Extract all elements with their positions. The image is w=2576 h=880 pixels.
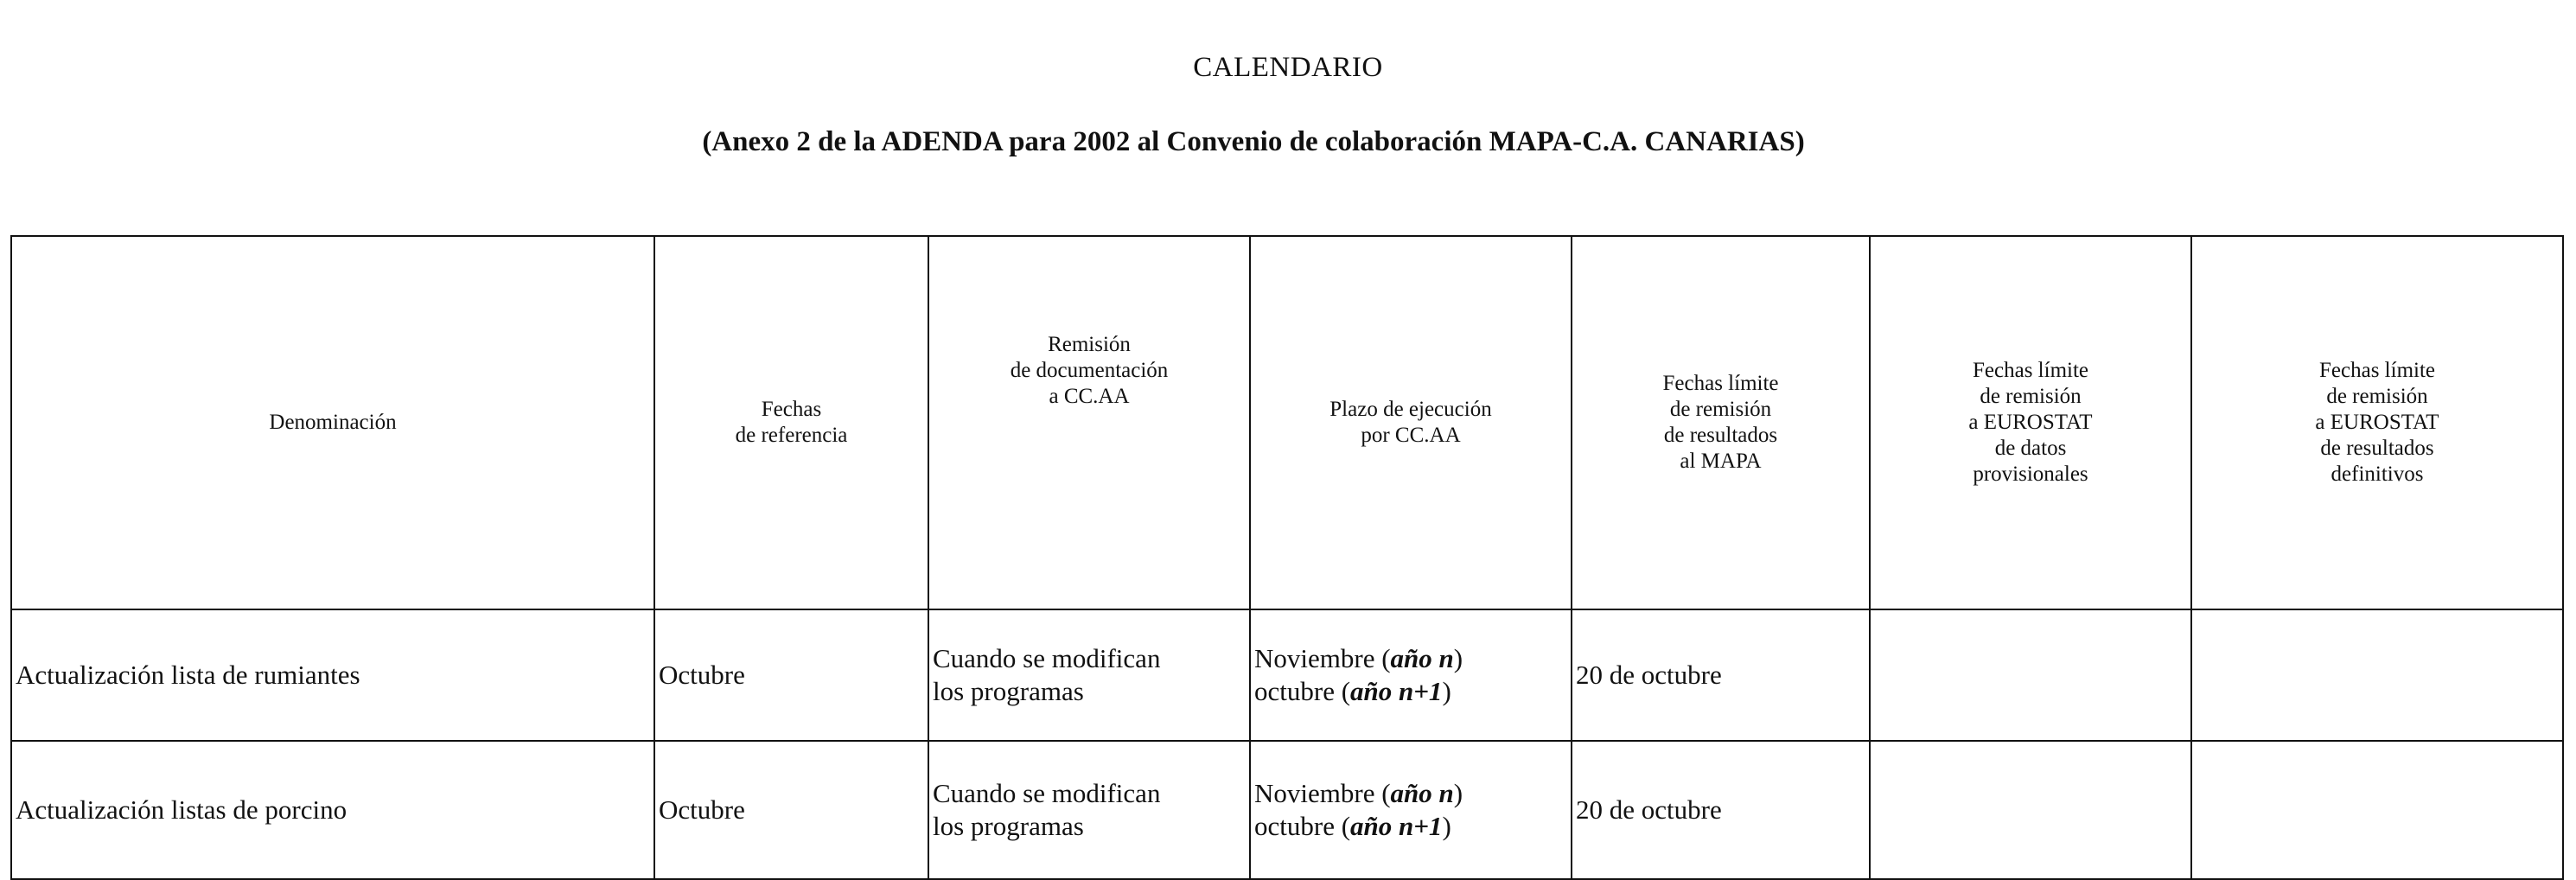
header-line: de remisión — [1980, 385, 2082, 408]
table-row — [11, 741, 2563, 879]
header-line: Plazo de ejecución — [1329, 398, 1492, 421]
document-title: CALENDARIO — [1193, 52, 1383, 83]
header-line: provisionales — [1973, 462, 2088, 486]
header-line: de datos — [1994, 437, 2067, 460]
header-plazo-ejecucion — [1250, 236, 1572, 609]
plazo-year: año n — [1390, 778, 1454, 808]
header-eurostat-provisionales — [1870, 236, 2191, 609]
cell-line: los programas — [933, 676, 1084, 706]
cell-fecha-referencia: Octubre — [654, 609, 928, 741]
header-remision-documentacion — [928, 236, 1250, 609]
cell-plazo — [1250, 741, 1572, 879]
header-line: Fechas — [761, 398, 822, 421]
cell-line — [1254, 675, 1571, 708]
plazo-year: año n+1 — [1350, 811, 1443, 841]
header-line: de documentación — [1010, 359, 1169, 382]
header-line: Denominación — [269, 411, 397, 434]
header-eurostat-definitivos — [2191, 236, 2563, 609]
cell-remision — [928, 741, 1250, 879]
plazo-close: ) — [1453, 643, 1463, 673]
header-line: Fechas límite — [1662, 372, 1779, 395]
calendar-table — [10, 235, 2564, 880]
header-limite-mapa — [1572, 236, 1870, 609]
plazo-year: año n+1 — [1350, 676, 1443, 706]
cell-limite-mapa: 20 de octubre — [1572, 609, 1870, 741]
header-line: al MAPA — [1680, 450, 1762, 473]
plazo-text: octubre ( — [1254, 676, 1351, 706]
header-line: de referencia — [735, 424, 848, 447]
plazo-text: octubre ( — [1254, 811, 1351, 841]
header-line: Remisión — [1048, 333, 1131, 356]
cell-line: los programas — [933, 811, 1084, 841]
plazo-text: Noviembre ( — [1254, 643, 1391, 673]
header-fechas-referencia — [654, 236, 928, 609]
table-row — [11, 609, 2563, 741]
cell-line: Cuando se modifican — [933, 778, 1161, 808]
plazo-close: ) — [1442, 676, 1451, 706]
cell-plazo — [1250, 609, 1572, 741]
header-line: a EUROSTAT — [1968, 411, 2093, 434]
cell-fecha-referencia: Octubre — [654, 741, 928, 879]
cell-line — [1254, 642, 1571, 675]
cell-line — [1254, 777, 1571, 810]
plazo-year: año n — [1390, 643, 1454, 673]
header-line: de remisión — [2326, 385, 2428, 408]
plazo-close: ) — [1442, 811, 1451, 841]
plazo-text: Noviembre ( — [1254, 778, 1391, 808]
table-header-row — [11, 236, 2563, 609]
cell-denominacion: Actualización listas de porcino — [11, 741, 654, 879]
document-subtitle: (Anexo 2 de la ADENDA para 2002 al Convenio de colaboración MAPA-C.A. CANARIAS) — [702, 126, 1805, 157]
cell-eurostat-definitivos — [2191, 741, 2563, 879]
cell-eurostat-provisionales — [1870, 609, 2191, 741]
header-line: de resultados — [2320, 437, 2434, 460]
header-line: por CC.AA — [1361, 424, 1461, 447]
cell-line — [1254, 810, 1571, 843]
header-line: de remisión — [1669, 398, 1772, 421]
cell-remision — [928, 609, 1250, 741]
cell-limite-mapa: 20 de octubre — [1572, 741, 1870, 879]
header-line: definitivos — [2331, 462, 2424, 486]
header-denominacion — [11, 236, 654, 609]
cell-denominacion: Actualización lista de rumiantes — [11, 609, 654, 741]
header-line: Fechas límite — [1973, 359, 2088, 382]
cell-line: Cuando se modifican — [933, 643, 1161, 673]
header-line: de resultados — [1663, 424, 1778, 447]
header-line: a EUROSTAT — [2315, 411, 2439, 434]
cell-eurostat-provisionales — [1870, 741, 2191, 879]
cell-eurostat-definitivos — [2191, 609, 2563, 741]
header-line: Fechas límite — [2319, 359, 2435, 382]
plazo-close: ) — [1453, 778, 1463, 808]
header-line: a CC.AA — [1049, 385, 1130, 408]
